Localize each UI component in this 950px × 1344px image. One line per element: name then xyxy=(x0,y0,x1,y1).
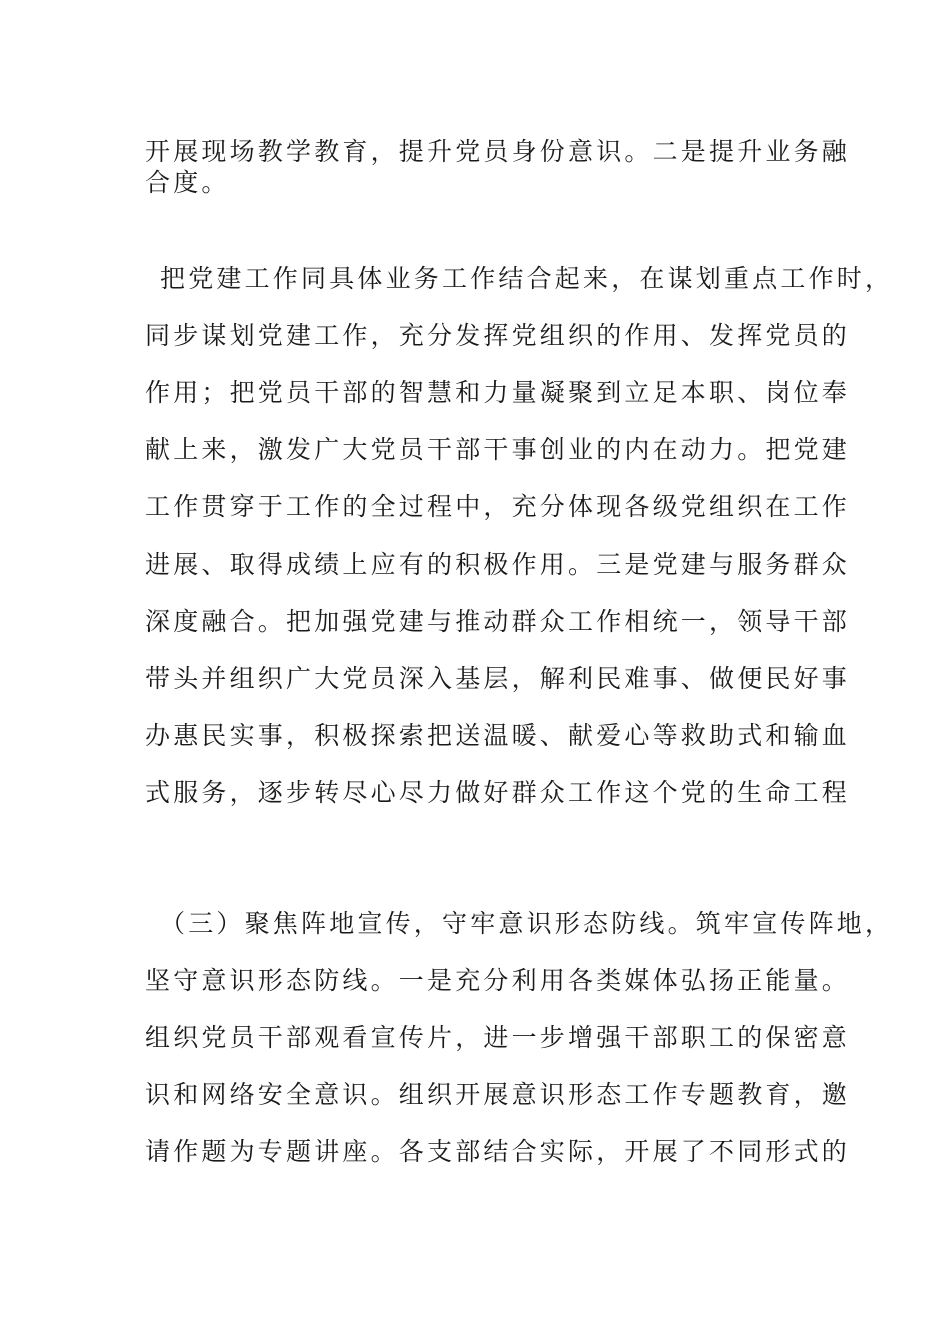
text-line: 带头并组织广大党员深入基层，解利民难事、做便民好事 xyxy=(145,664,851,693)
text-line: 深度融合。把加强党建与推动群众工作相统一，领导干部 xyxy=(145,607,851,636)
text-line: 请作题为专题讲座。各支部结合实际，开展了不同形式的 xyxy=(145,1137,851,1166)
text-line: 坚守意识形态防线。一是充分利用各类媒体弘扬正能量。 xyxy=(145,966,851,995)
text-line: 作用；把党员干部的智慧和力量凝聚到立足本职、岗位奉 xyxy=(145,378,851,407)
text-line: 组织党员干部观看宣传片，进一步增强干部职工的保密意 xyxy=(145,1023,851,1052)
text-line: 识和网络安全意识。组织开展意识形态工作专题教育，邀 xyxy=(145,1080,851,1109)
text-line: 同步谋划党建工作，充分发挥党组织的作用、发挥党员的 xyxy=(145,321,851,350)
text-line: 开展现场教学教育，提升党员身份意识。二是提升业务融 xyxy=(145,137,851,166)
text-line: 进展、取得成绩上应有的积极作用。三是党建与服务群众 xyxy=(145,550,851,579)
text-line: 把党建工作同具体业务工作结合起来，在谋划重点工作时， xyxy=(160,264,894,293)
text-line: 工作贯穿于工作的全过程中，充分体现各级党组织在工作 xyxy=(145,492,851,521)
text-line: 合度。 xyxy=(145,168,230,197)
text-line: 办惠民实事，积极探索把送温暖、献爱心等救助式和输血 xyxy=(145,721,851,750)
text-line: 献上来，激发广大党员干部干事创业的内在动力。把党建 xyxy=(145,435,851,464)
text-line: 式服务，逐步转尽心尽力做好群众工作这个党的生命工程 xyxy=(145,778,851,807)
text-line: （三）聚焦阵地宣传，守牢意识形态防线。筑牢宣传阵地， xyxy=(160,909,894,938)
